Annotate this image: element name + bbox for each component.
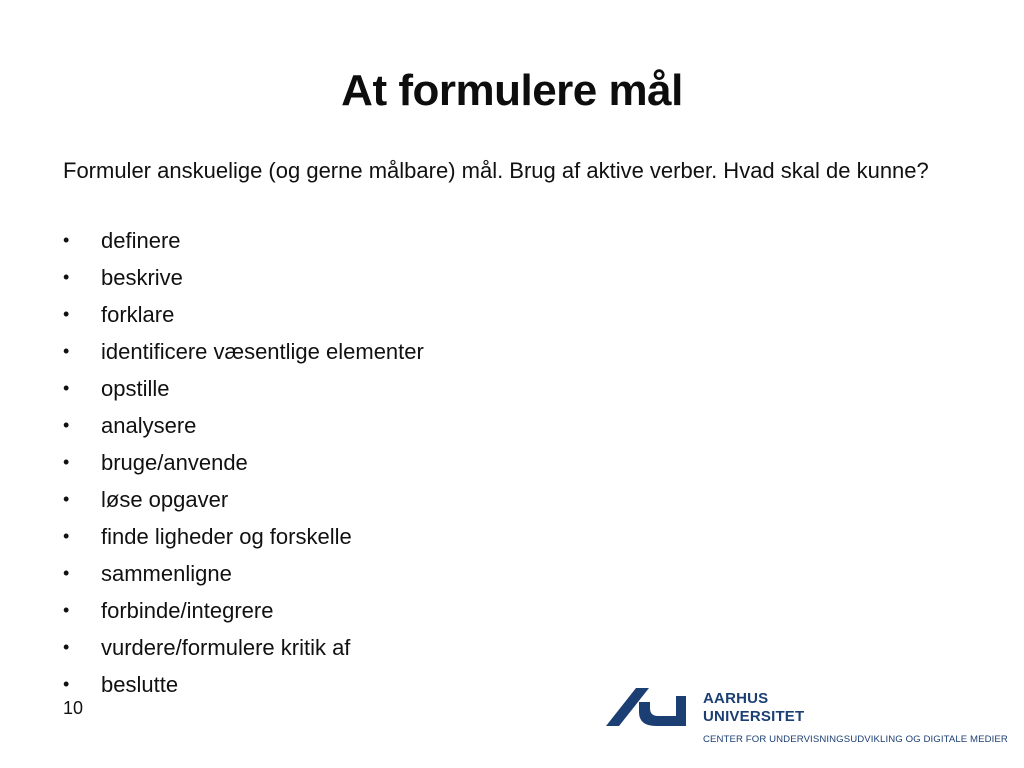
list-item bbox=[63, 518, 424, 555]
list-item bbox=[63, 222, 424, 259]
list-item-text: vurdere/formulere kritik af bbox=[101, 634, 351, 660]
bullet-icon: • bbox=[63, 674, 70, 694]
list-item-text: identificere væsentlige elementer bbox=[101, 338, 424, 364]
list-item bbox=[63, 333, 424, 370]
logo-subtitle: CENTER FOR UNDERVISNINGSUDVIKLING OG DIGITALE MEDIER bbox=[703, 734, 1008, 745]
bullet-icon: • bbox=[63, 563, 70, 583]
bullet-icon: • bbox=[63, 267, 70, 287]
bullet-icon: • bbox=[63, 304, 70, 324]
logo-line-2: UNIVERSITET bbox=[703, 708, 805, 725]
list-item bbox=[63, 296, 424, 333]
list-item-text: definere bbox=[101, 227, 181, 253]
list-item bbox=[63, 592, 424, 629]
list-item bbox=[63, 481, 424, 518]
list-item-text: beskrive bbox=[101, 264, 183, 290]
list-item bbox=[63, 629, 424, 666]
list-item-text: forklare bbox=[101, 301, 175, 327]
bullet-icon: • bbox=[63, 637, 70, 657]
bullet-icon: • bbox=[63, 600, 70, 620]
slide-title: At formulere mål bbox=[341, 66, 683, 115]
bullet-list bbox=[63, 222, 424, 703]
list-item bbox=[63, 370, 424, 407]
logo-wordmark bbox=[703, 690, 804, 726]
list-item-text: forbinde/integrere bbox=[101, 597, 274, 623]
bullet-icon: • bbox=[63, 452, 70, 472]
list-item-text: bruge/anvende bbox=[101, 449, 248, 475]
bullet-icon: • bbox=[63, 378, 70, 398]
bullet-icon: • bbox=[63, 341, 70, 361]
list-item bbox=[63, 555, 424, 592]
list-item-text: beslutte bbox=[101, 671, 179, 697]
list-item bbox=[63, 407, 424, 444]
list-item-text: sammenligne bbox=[101, 560, 232, 586]
intro-text: Formuler anskuelige (og gerne målbare) mål. Brug af aktive verber. Hvad skal de kunne? bbox=[63, 158, 929, 183]
bullet-icon: • bbox=[63, 230, 70, 250]
logo-line-1: AARHUS bbox=[703, 690, 769, 707]
list-item-text: løse opgaver bbox=[101, 486, 229, 512]
list-item-text: analysere bbox=[101, 412, 197, 438]
list-item bbox=[63, 259, 424, 296]
list-item bbox=[63, 444, 424, 481]
bullet-icon: • bbox=[63, 415, 70, 435]
bullet-icon: • bbox=[63, 526, 70, 546]
bullet-icon: • bbox=[63, 489, 70, 509]
page-number: 10 bbox=[63, 698, 84, 718]
university-logo bbox=[606, 686, 1020, 752]
list-item-text: finde ligheder og forskelle bbox=[101, 523, 352, 549]
list-item bbox=[63, 666, 424, 703]
aarhus-university-logo-icon bbox=[606, 686, 692, 730]
list-item-text: opstille bbox=[101, 375, 170, 401]
